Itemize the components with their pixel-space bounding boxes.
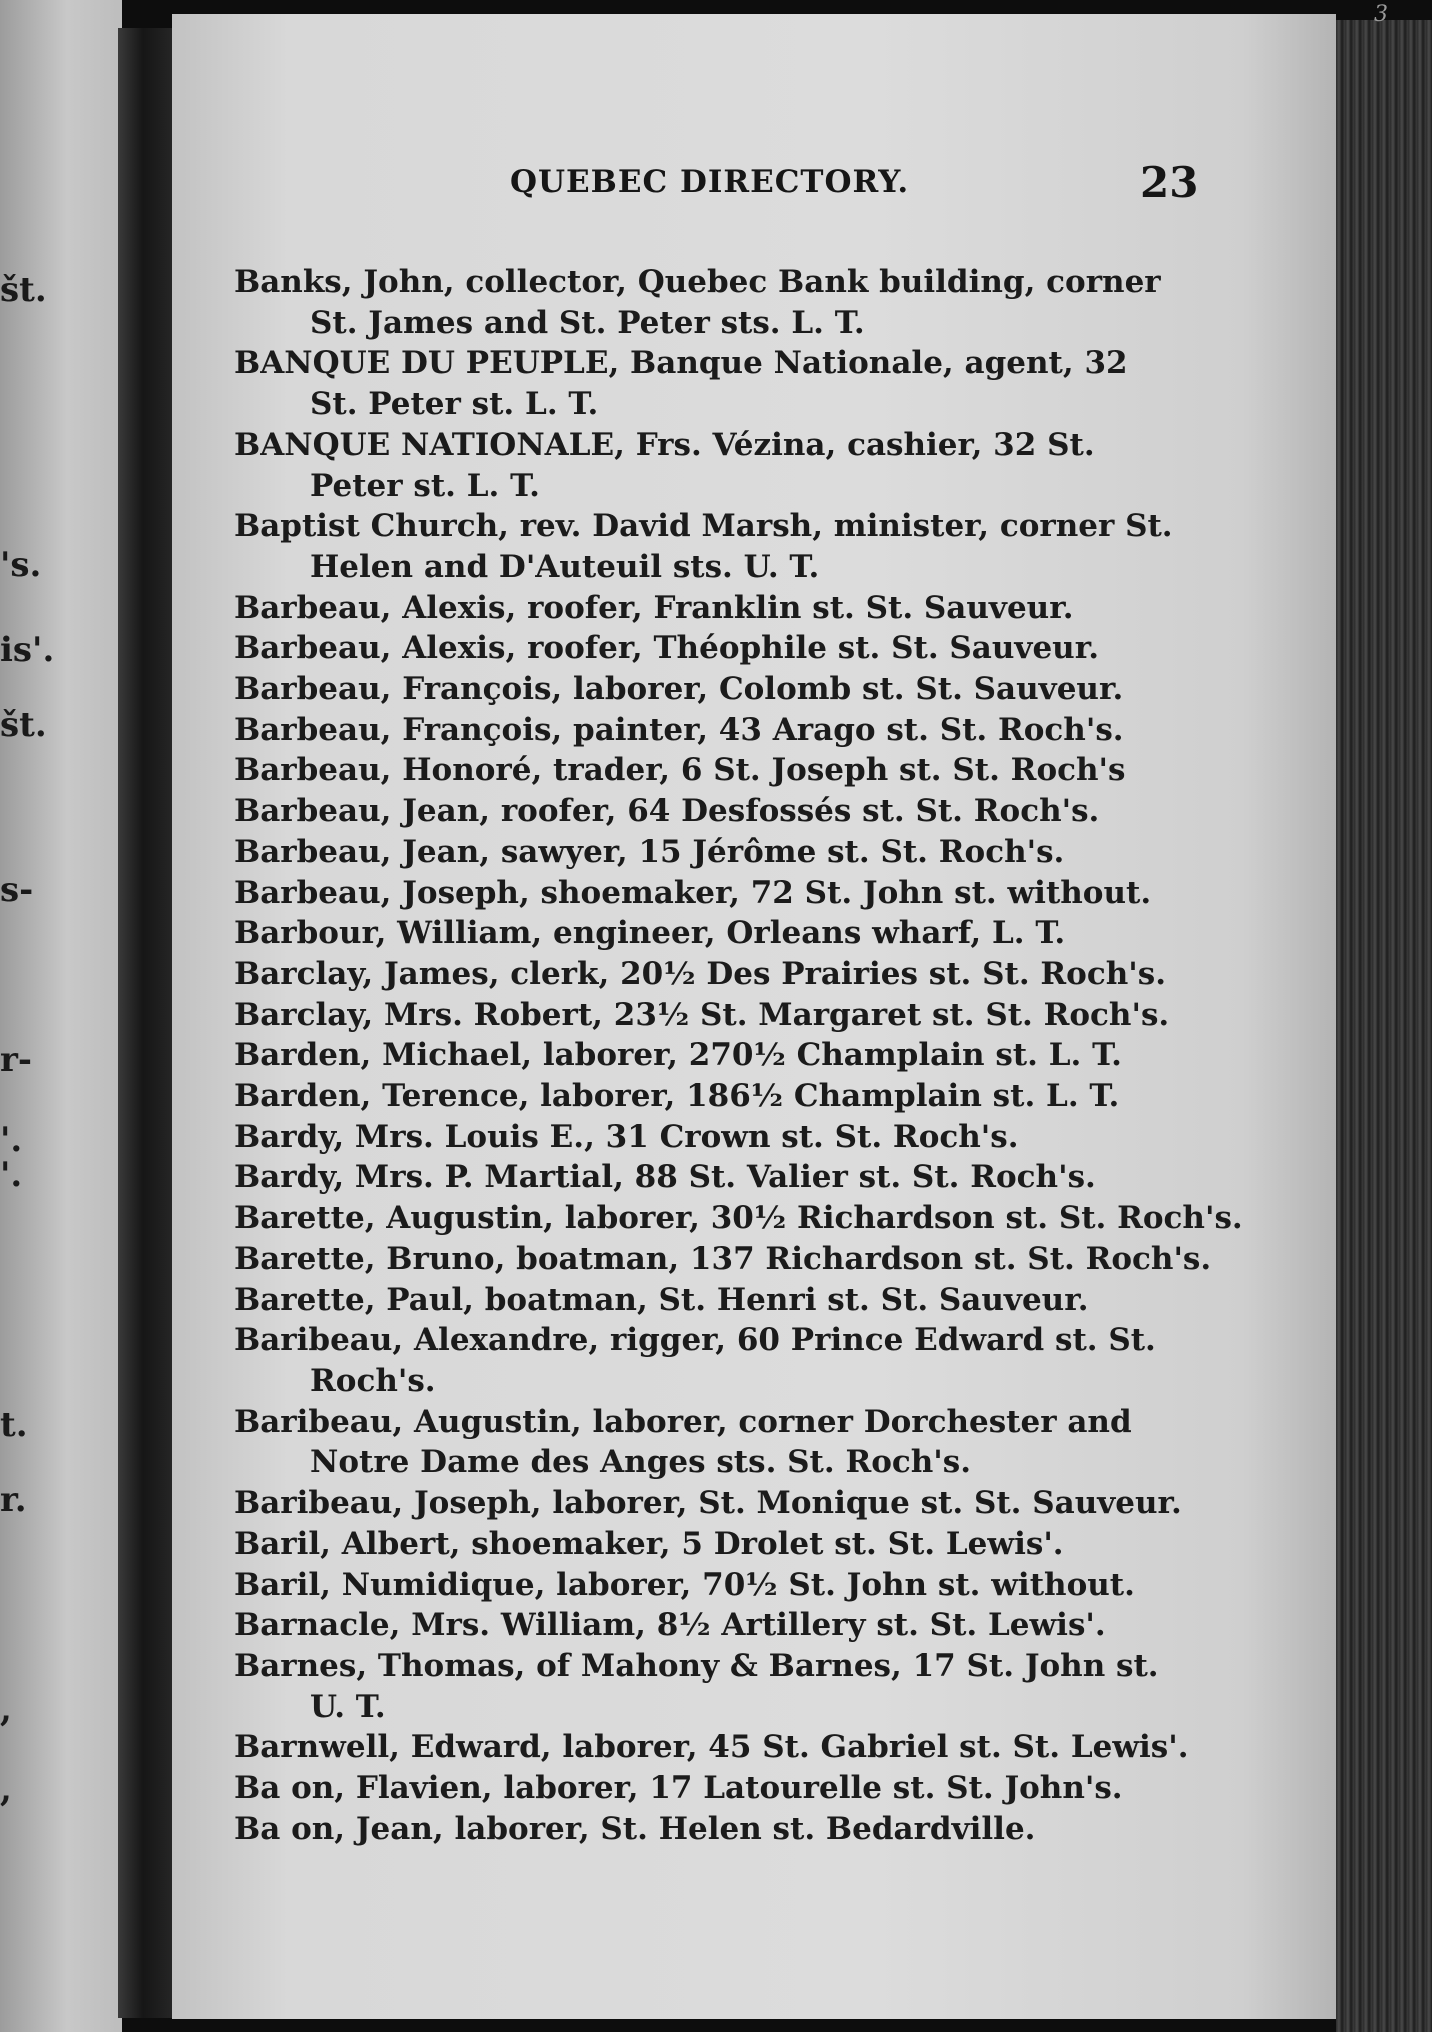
- left-page-fragment: is'.: [0, 630, 55, 670]
- directory-entry: [234, 1198, 1243, 1239]
- left-page-fragment: 's.: [0, 545, 42, 585]
- entry-line: Barbeau, Jean, sawyer, 15 Jérôme st. St. Roch's.: [234, 833, 1065, 870]
- directory-entry: [234, 995, 1194, 1036]
- directory-entry: [234, 343, 1194, 424]
- directory-entry: [234, 1076, 1194, 1117]
- entry-line: Barbeau, Honoré, trader, 6 St. Joseph st. St. Roch's: [234, 752, 1126, 789]
- left-page-fragment: r.: [0, 1480, 27, 1520]
- directory-entry: [234, 750, 1194, 791]
- directory-entry: [234, 1565, 1194, 1606]
- entry-line: Barclay, James, clerk, 20½ Des Prairies st. St. Roch's.: [234, 955, 1167, 992]
- directory-entry: [234, 1402, 1194, 1483]
- page-edges: [1336, 20, 1432, 2032]
- entry-line: Barnacle, Mrs. William, 8½ Artillery st. St. Lewis'.: [234, 1607, 1106, 1644]
- entry-line: Baptist Church, rev. David Marsh, minister, corner St.: [234, 508, 1173, 545]
- entry-line: Baril, Albert, shoemaker, 5 Drolet st. St. Lewis'.: [234, 1525, 1064, 1562]
- directory-entry: [234, 710, 1194, 751]
- entry-line: Barbeau, Jean, roofer, 64 Desfossés st. St. Roch's.: [234, 793, 1100, 830]
- entry-line: Barette, Augustin, laborer, 30½ Richardson st. St. Roch's.: [234, 1200, 1243, 1237]
- entry-line: Banks, John, collector, Quebec Bank building, corner: [234, 264, 1161, 300]
- entry-line: Ba on, Flavien, laborer, 17 Latourelle st. St. John's.: [234, 1770, 1123, 1807]
- directory-entry: [234, 913, 1194, 954]
- left-page-fragment: št.: [0, 270, 47, 310]
- entry-continuation-line: Roch's.: [310, 1362, 436, 1399]
- entry-line: Baril, Numidique, laborer, 70½ St. John st. without.: [234, 1566, 1135, 1603]
- left-page-fragment: ,: [0, 1690, 12, 1730]
- directory-entry: [234, 262, 1194, 343]
- directory-entry: [234, 588, 1194, 629]
- directory-entry: [234, 1157, 1194, 1198]
- directory-entry: [234, 1524, 1194, 1565]
- directory-entry: [234, 1768, 1194, 1809]
- entry-line: Barette, Bruno, boatman, 137 Richardson st. St. Roch's.: [234, 1240, 1212, 1277]
- corner-pencil-mark: 3: [1374, 2, 1388, 27]
- entry-line: Ba on, Jean, laborer, St. Helen st. Bedardville.: [234, 1810, 1036, 1847]
- directory-entry: [234, 954, 1194, 995]
- directory-entry: [234, 1483, 1194, 1524]
- left-page-fragment: ,: [0, 1770, 12, 1810]
- entry-line: Barbeau, Alexis, roofer, Théophile st. St. Sauveur.: [234, 630, 1099, 667]
- directory-entry: [234, 1605, 1194, 1646]
- entry-line: Baribeau, Alexandre, rigger, 60 Prince Edward st. St.: [234, 1322, 1156, 1359]
- directory-entry: [234, 873, 1194, 914]
- entry-line: Barclay, Mrs. Robert, 23½ St. Margaret st. St. Roch's.: [234, 996, 1170, 1033]
- entry-continuation-line: Peter st. L. T.: [310, 467, 540, 504]
- directory-entry: [234, 791, 1194, 832]
- left-page-fragment: '.: [0, 1120, 23, 1160]
- entry-line: Barden, Michael, laborer, 270½ Champlain st. L. T.: [234, 1037, 1122, 1074]
- entry-line: Bardy, Mrs. Louis E., 31 Crown st. St. Roch's.: [234, 1118, 1019, 1155]
- left-page-fragment: '.: [0, 1155, 23, 1195]
- entry-line: Barnes, Thomas, of Mahony & Barnes, 17 St. John st.: [234, 1647, 1159, 1684]
- directory-entry: [234, 669, 1194, 710]
- directory-entry: [234, 1646, 1194, 1727]
- entry-line: Bardy, Mrs. P. Martial, 88 St. Valier st. St. Roch's.: [234, 1159, 1096, 1196]
- directory-entry: [234, 832, 1194, 873]
- left-page-fragments: [0, 0, 60, 2032]
- page-number: 23: [1140, 158, 1199, 207]
- directory-entry: [234, 1809, 1194, 1850]
- directory-entry: [234, 1239, 1212, 1280]
- entry-continuation-line: Helen and D'Auteuil sts. U. T.: [310, 548, 820, 585]
- entry-line: Baribeau, Joseph, laborer, St. Monique st. St. Sauveur.: [234, 1485, 1182, 1522]
- entry-line: Barbeau, Joseph, shoemaker, 72 St. John st. without.: [234, 874, 1152, 911]
- entry-continuation-line: St. James and St. Peter sts. L. T.: [310, 304, 865, 341]
- entry-line: BANQUE NATIONALE, Frs. Vézina, cashier, 32 St.: [234, 426, 1095, 463]
- directory-entry: [234, 425, 1194, 506]
- directory-entry: [234, 1117, 1194, 1158]
- directory-entry: [234, 506, 1194, 587]
- directory-entries: [234, 262, 1243, 1849]
- running-head: QUEBEC DIRECTORY.: [510, 164, 910, 200]
- left-page-fragment: r-: [0, 1040, 33, 1080]
- entry-line: Barbeau, François, painter, 43 Arago st. St. Roch's.: [234, 711, 1124, 748]
- entry-continuation-line: Notre Dame des Anges sts. St. Roch's.: [310, 1444, 972, 1481]
- entry-line: Barnwell, Edward, laborer, 45 St. Gabriel st. St. Lewis'.: [234, 1729, 1189, 1766]
- left-page-fragment: t.: [0, 1405, 28, 1445]
- entry-line: Barbeau, Alexis, roofer, Franklin st. St. Sauveur.: [234, 589, 1074, 626]
- directory-entry: [234, 1280, 1194, 1321]
- entry-continuation-line: St. Peter st. L. T.: [310, 386, 599, 423]
- entry-line: Barbeau, François, laborer, Colomb st. St. Sauveur.: [234, 671, 1124, 708]
- entry-continuation-line: U. T.: [310, 1688, 386, 1725]
- left-page-fragment: s-: [0, 870, 34, 910]
- entry-line: Barette, Paul, boatman, St. Henri st. St. Sauveur.: [234, 1281, 1089, 1318]
- directory-entry: [234, 1035, 1194, 1076]
- book-spine-gutter: [118, 28, 174, 2018]
- directory-entry: [234, 628, 1194, 669]
- entry-line: Barbour, William, engineer, Orleans wharf, L. T.: [234, 915, 1066, 952]
- entry-line: Barden, Terence, laborer, 186½ Champlain st. L. T.: [234, 1078, 1120, 1115]
- directory-entry: [234, 1320, 1194, 1401]
- entry-line: BANQUE DU PEUPLE, Banque Nationale, agent, 32: [234, 345, 1128, 382]
- left-page-edge: [0, 0, 122, 2032]
- entry-line: Baribeau, Augustin, laborer, corner Dorchester and: [234, 1403, 1132, 1440]
- directory-entry: [234, 1727, 1194, 1768]
- left-page-fragment: št.: [0, 705, 47, 745]
